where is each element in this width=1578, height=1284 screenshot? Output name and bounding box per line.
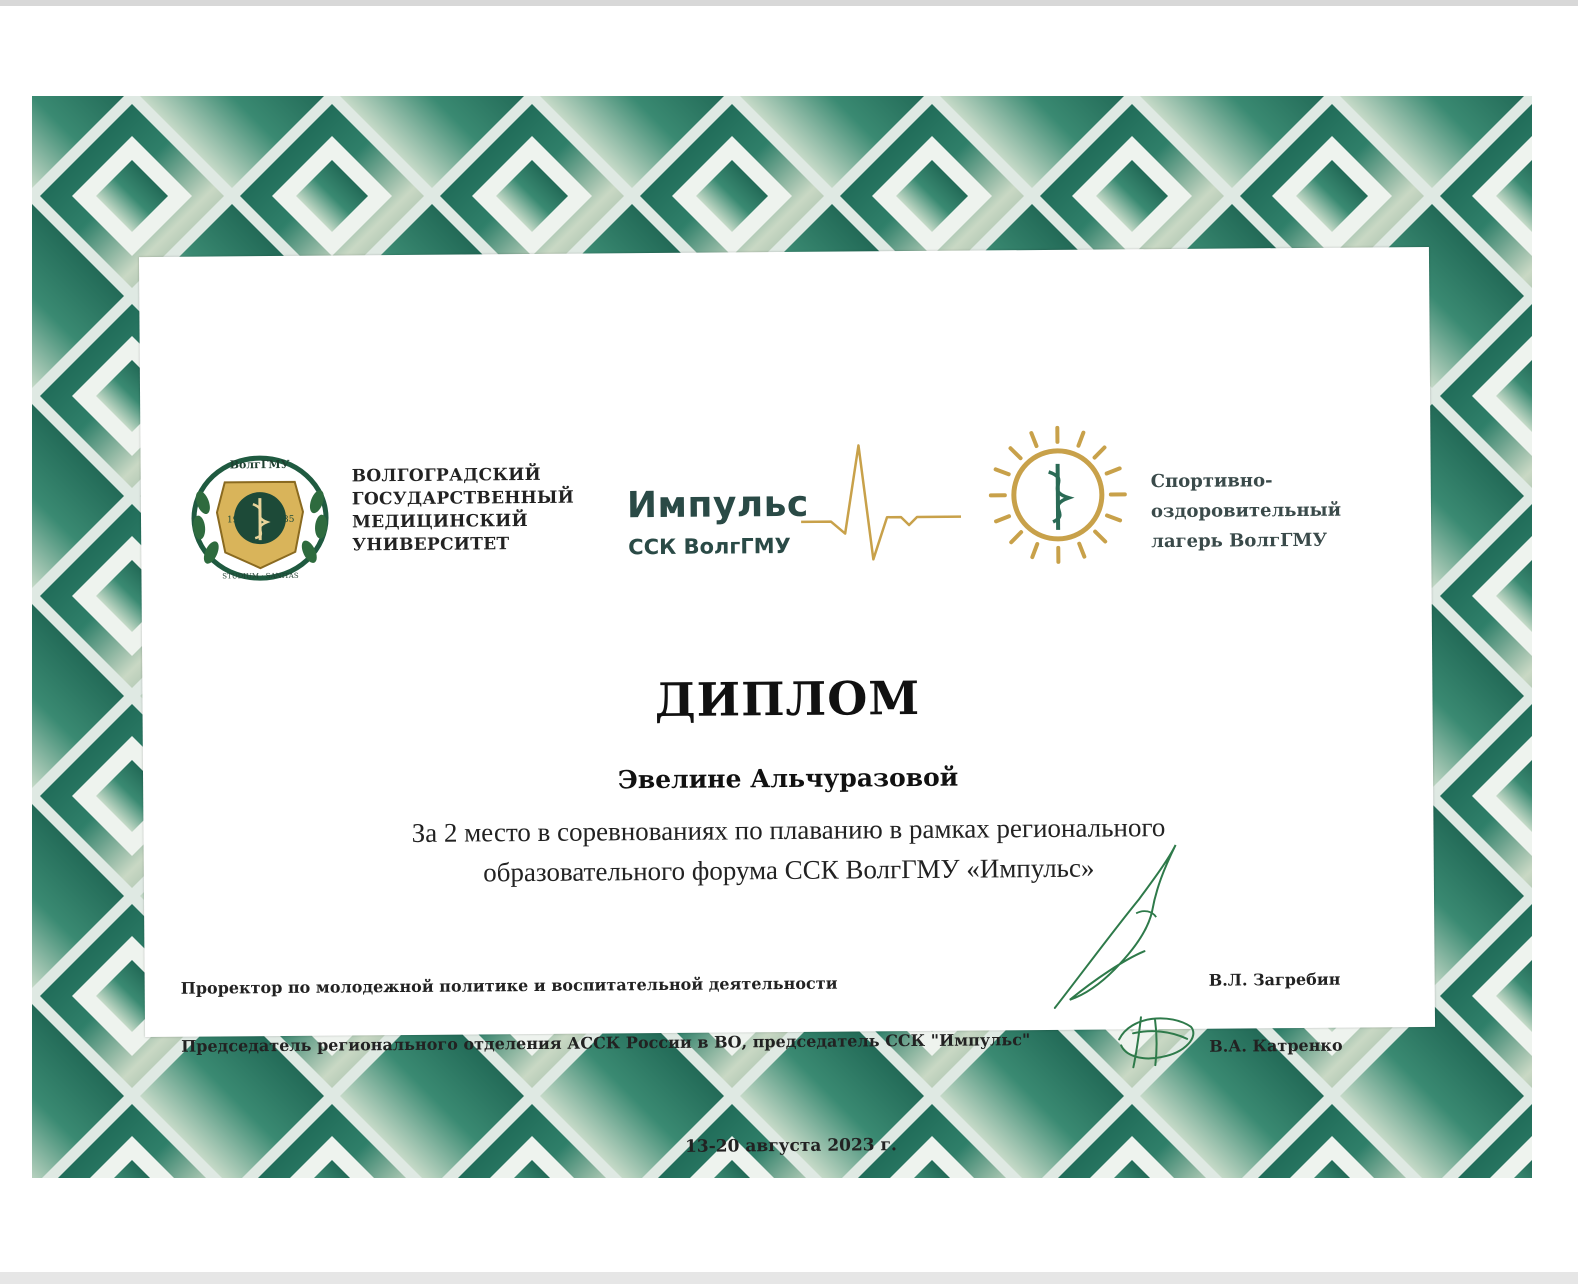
award-reason-line: образовательного форума ССК ВолгГМУ «Импульс» — [483, 852, 1095, 888]
emblem-bottom-text: STUDIUM · SANITAS — [222, 571, 299, 581]
university-name — [352, 463, 603, 557]
camp-name-line: Спортивно- — [1150, 470, 1273, 493]
camp-name — [1151, 465, 1382, 557]
signatory-name: В.Л. Загребин — [1208, 969, 1341, 990]
recipient-name: Эвелине Альчуразовой — [617, 762, 959, 795]
scan-edge-top — [0, 0, 1578, 6]
scan-edge-bottom — [0, 1272, 1578, 1284]
award-reason-line: За 2 место в соревнованиях по плаванию в рамках регионального — [411, 812, 1166, 848]
signatory-role: Проректор по молодежной политике и воспитательной деятельности — [180, 973, 838, 998]
signatory-role: Председатель регионального отделения АССК России в ВО, председатель ССК "Импульс" — [181, 1030, 1031, 1056]
diploma-frame — [32, 96, 1532, 1178]
emblem-year-right: 35 — [282, 514, 295, 525]
impulse-logo-subtitle: ССК ВолгГМУ — [628, 533, 791, 560]
heartbeat-line-icon — [800, 421, 961, 572]
signatory-name: В.А. Катренко — [1209, 1035, 1343, 1056]
university-emblem-icon — [184, 452, 335, 583]
emblem-top-text: ВолгГМУ — [229, 457, 290, 472]
event-date: 13-20 августа 2023 г. — [684, 1135, 897, 1157]
stamp-signature-icon — [1111, 1009, 1201, 1070]
impulse-logo-title: Импульс — [626, 483, 809, 527]
document-title: ДИПЛОМ — [654, 670, 921, 728]
university-name-line: ВОЛГОГРАДСКИЙ — [351, 464, 542, 487]
university-name-line: МЕДИЦИНСКИЙ — [351, 511, 529, 533]
diploma-paper — [139, 247, 1435, 1157]
camp-sun-emblem-icon — [982, 419, 1133, 570]
handwritten-signature-icon — [1044, 839, 1195, 1020]
university-name-line: ГОСУДАРСТВЕННЫЙ — [351, 487, 575, 510]
camp-name-line: оздоровительный — [1150, 499, 1342, 523]
university-name-line: УНИВЕРСИТЕТ — [352, 534, 510, 556]
camp-name-line: лагерь ВолгГМУ — [1151, 529, 1328, 553]
emblem-year-left: 19 — [226, 515, 239, 526]
